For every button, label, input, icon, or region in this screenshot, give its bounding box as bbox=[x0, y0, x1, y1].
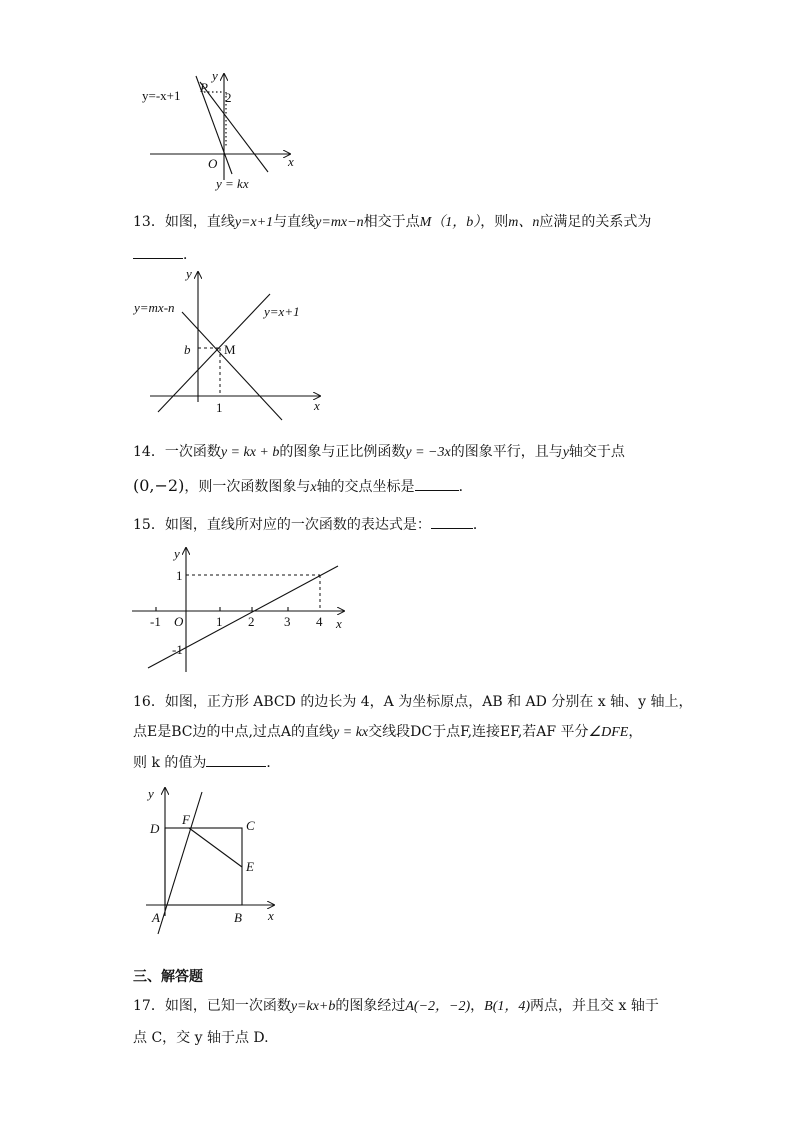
q16-line2-end: ， bbox=[628, 724, 643, 740]
question-14 bbox=[133, 442, 625, 463]
label-tick-x3: 3 bbox=[284, 614, 291, 629]
q14-axis-x: x bbox=[310, 480, 317, 495]
label-line1: y=-x+1 bbox=[142, 88, 181, 103]
q16-number: 16． bbox=[133, 694, 165, 710]
square-abcd bbox=[165, 828, 242, 905]
question-16 bbox=[133, 692, 692, 712]
label-f: F bbox=[182, 812, 190, 827]
q17-fn: y=kx+b bbox=[290, 999, 336, 1014]
label-m: M bbox=[224, 342, 236, 357]
question-17 bbox=[133, 996, 659, 1017]
q14-text-pre: 一次函数 bbox=[164, 444, 221, 460]
label-y-axis: y bbox=[186, 266, 192, 281]
q17-number: 17． bbox=[133, 998, 165, 1014]
label-b: b bbox=[184, 342, 191, 357]
q13-line1: y=x+1 bbox=[234, 215, 274, 230]
q13-text-post: 应满足的关系式为 bbox=[539, 214, 652, 230]
q17-point-b: B(1，4) bbox=[484, 999, 531, 1014]
label-tick-xm1: -1 bbox=[150, 614, 161, 629]
question-13-answer-line bbox=[133, 244, 197, 265]
q16-line2-pre: 点E是BC边的中点,过点A的直线 bbox=[133, 724, 334, 740]
segment-ef bbox=[189, 828, 242, 867]
q17-point-a: A(−2，−2) bbox=[405, 999, 471, 1014]
label-tick-y1: 1 bbox=[176, 568, 183, 583]
q17-line1-mid: 的图象经过 bbox=[335, 998, 406, 1014]
q13-line2: y=mx−n bbox=[315, 215, 364, 230]
q16-line1: 如图，正方形 ABCD 的边长为 4，A 为坐标原点，AB 和 AD 分别在 x 轴、y 轴上， bbox=[164, 694, 693, 710]
answer-blank-13[interactable] bbox=[133, 244, 183, 259]
question-15 bbox=[133, 514, 487, 535]
q15-number: 15． bbox=[133, 517, 165, 533]
q17-line1-pre: 如图，已知一次函数 bbox=[164, 998, 291, 1014]
q15-text: 如图，直线所对应的一次函数的表达式是： bbox=[164, 517, 431, 533]
q17-sep: ， bbox=[470, 998, 485, 1014]
label-c: C bbox=[246, 818, 255, 833]
label-x-axis: x bbox=[288, 154, 294, 169]
q13-text-mid2: 相交于点 bbox=[363, 214, 420, 230]
label-tick-ym1: -1 bbox=[172, 642, 183, 657]
q13-point: M（1，b） bbox=[419, 215, 481, 230]
q14-end: ． bbox=[458, 479, 473, 495]
line-y-x-plus-1 bbox=[158, 294, 270, 412]
figure-q15 bbox=[128, 544, 358, 676]
figure-q16 bbox=[140, 782, 290, 942]
q14-line2: ，则一次函数图象与 bbox=[184, 479, 311, 495]
q14-text-post: 轴交于点 bbox=[568, 444, 625, 460]
q13-number: 13． bbox=[133, 214, 165, 230]
q14-point: (0,−2) bbox=[133, 476, 185, 495]
q13-text-mid1: 与直线 bbox=[273, 214, 316, 230]
q13-text-pre: 如图，直线 bbox=[164, 214, 235, 230]
q13-vars: m、n bbox=[508, 215, 540, 230]
label-line1: y=x+1 bbox=[264, 304, 300, 319]
label-line2: y=mx-n bbox=[134, 300, 175, 315]
q17-line2: 点 C，交 y 轴于点 D. bbox=[133, 1030, 269, 1046]
question-17-line2 bbox=[133, 1028, 269, 1048]
q13-text-mid3: ，则 bbox=[480, 214, 509, 230]
question-14-line2 bbox=[133, 476, 473, 498]
label-x-axis: x bbox=[314, 398, 320, 413]
label-y-axis: y bbox=[212, 68, 218, 83]
label-origin: O bbox=[208, 156, 218, 171]
label-y-axis: y bbox=[148, 786, 154, 801]
label-y-axis: y bbox=[174, 546, 180, 561]
line-y-mx-minus-n bbox=[182, 312, 282, 420]
question-13 bbox=[133, 212, 651, 233]
label-d: D bbox=[150, 821, 160, 836]
label-b: B bbox=[234, 910, 242, 925]
figure-q13 bbox=[130, 268, 330, 418]
label-x-axis: x bbox=[336, 616, 342, 631]
label-x-axis: x bbox=[268, 908, 274, 923]
q14-axis-y: y bbox=[562, 445, 569, 460]
q13-end: ． bbox=[183, 247, 197, 263]
label-e: E bbox=[246, 859, 254, 874]
label-origin: O bbox=[174, 614, 184, 629]
label-point-p: P bbox=[200, 80, 208, 95]
q16-end: ． bbox=[266, 755, 281, 771]
q16-fn: y = kx bbox=[333, 725, 369, 740]
label-line2: y = kx bbox=[216, 176, 249, 191]
label-a: A bbox=[152, 910, 160, 925]
q16-line2-post: 交线段DC于点F,连接EF,若AF 平分 bbox=[368, 724, 589, 740]
question-16-line2 bbox=[133, 722, 642, 743]
q16-angle: ∠DFE bbox=[588, 725, 629, 740]
x-ticks bbox=[156, 607, 288, 611]
q14-line2-post: 轴的交点坐标是 bbox=[316, 479, 415, 495]
q14-fn: y = kx + b bbox=[220, 445, 280, 460]
question-16-line3 bbox=[133, 752, 280, 773]
q14-text-mid2: 的图象平行，且与 bbox=[450, 444, 563, 460]
answer-blank-15[interactable] bbox=[431, 514, 473, 529]
label-tick-x1: 1 bbox=[216, 614, 223, 629]
q17-line1-post: 两点，并且交 x 轴于 bbox=[530, 998, 659, 1014]
label-tick-2: 2 bbox=[225, 90, 232, 105]
q14-fn2: y = −3x bbox=[405, 445, 451, 460]
q14-text-mid1: 的图象与正比例函数 bbox=[279, 444, 406, 460]
section-title: 三、解答题 bbox=[133, 969, 203, 985]
label-tick-x4: 4 bbox=[316, 614, 323, 629]
q14-number: 14． bbox=[133, 444, 165, 460]
label-tick-1: 1 bbox=[216, 400, 223, 415]
figure-q12 bbox=[140, 68, 310, 194]
q15-end: ． bbox=[472, 517, 487, 533]
answer-blank-16[interactable] bbox=[206, 752, 266, 767]
q16-line3-pre: 则 k 的值为 bbox=[133, 755, 207, 771]
answer-blank-14[interactable] bbox=[415, 476, 459, 491]
label-tick-x2: 2 bbox=[248, 614, 255, 629]
